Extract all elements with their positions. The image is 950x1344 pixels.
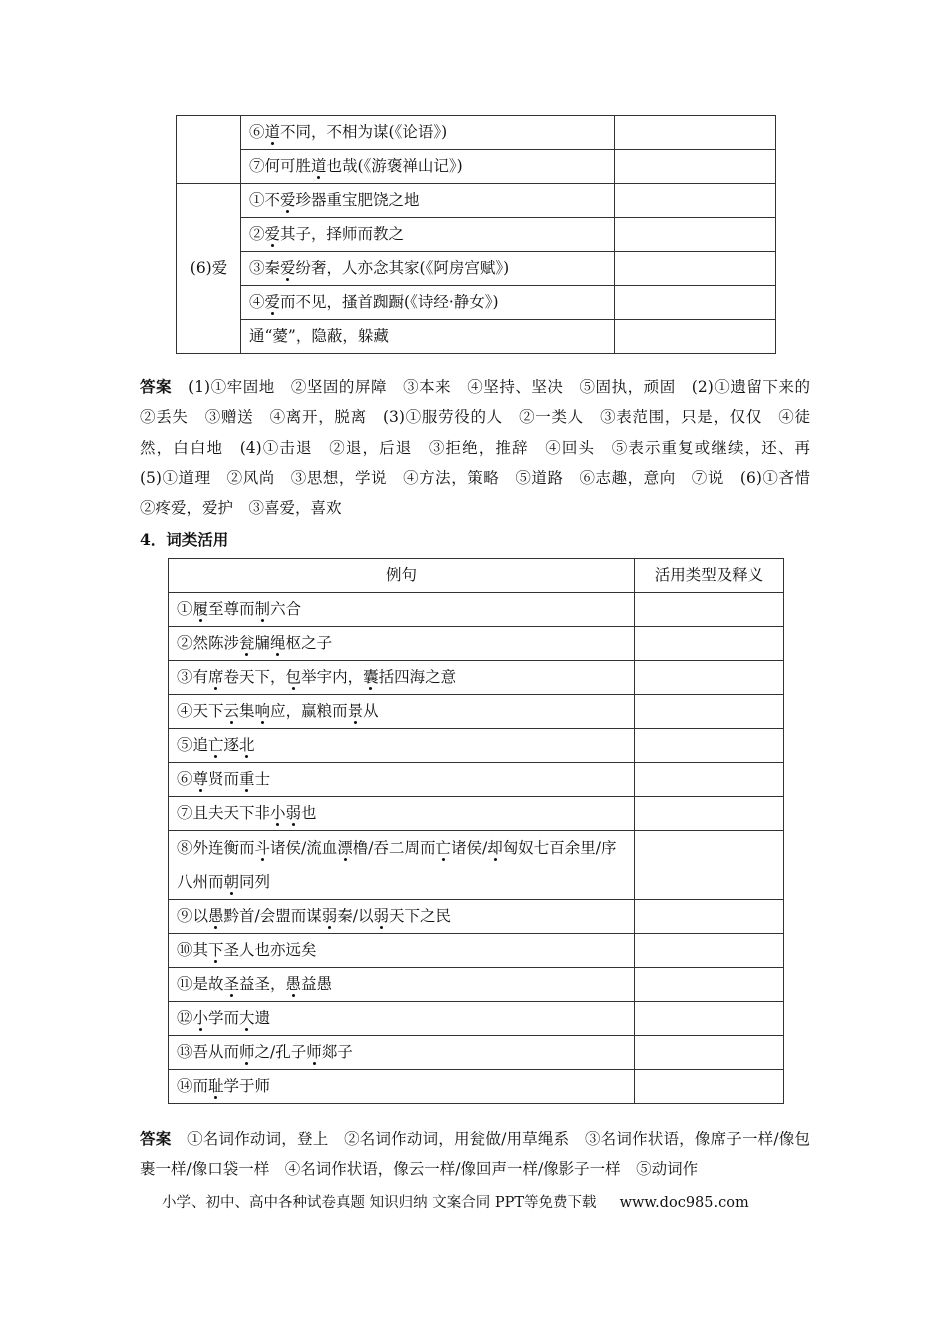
example-cell: ③秦爱纷奢，人亦念其家(《阿房宫赋》)	[241, 252, 615, 286]
answer-cell	[615, 286, 776, 320]
answer-cell	[635, 1036, 784, 1070]
answer-cell	[635, 1070, 784, 1104]
answer-text: ①名词作动词，登上 ②名词作动词，用瓮做/用草绳系 ③名词作状语，像席子一样/像包裹一样/像口袋一样 ④名词作状语，像云一样/像回声一样/像影子一样 ⑤动词作	[140, 1130, 810, 1179]
header-type: 活用类型及释义	[635, 559, 784, 593]
answer-cell	[615, 252, 776, 286]
example-cell: ④天下云集响应，赢粮而景从	[169, 695, 635, 729]
example-cell: ⑩其下圣人也亦远矣	[169, 934, 635, 968]
table-row	[177, 286, 776, 320]
example-cell: ④爱而不见，搔首踟蹰(《诗经·静女》)	[241, 286, 615, 320]
table-row	[169, 968, 784, 1002]
answer-cell	[635, 661, 784, 695]
example-cell: ⑬吾从而师之/孔子师郯子	[169, 1036, 635, 1070]
answer-cell	[635, 627, 784, 661]
example-cell: ①不爱珍器重宝肥饶之地	[241, 184, 615, 218]
table-row	[169, 934, 784, 968]
table-row	[169, 831, 784, 900]
group-label-ai: (6)爱	[177, 184, 241, 354]
answer-cell	[615, 150, 776, 184]
answer-label: 答案	[140, 1129, 172, 1148]
table-row	[169, 695, 784, 729]
answer-cell	[615, 218, 776, 252]
header-example: 例句	[169, 559, 635, 593]
table-row	[169, 627, 784, 661]
example-cell: ⑭而耻学于师	[169, 1070, 635, 1104]
table-row	[169, 900, 784, 934]
answer-cell	[635, 797, 784, 831]
table-row	[169, 729, 784, 763]
group-cell-continued	[177, 116, 241, 184]
answer-cell	[635, 900, 784, 934]
example-cell: ①履至尊而制六合	[169, 593, 635, 627]
example-cell: 通“薆”，隐蔽，躲藏	[241, 320, 615, 354]
example-cell: ⑧外连衡而斗诸侯/流血漂橹/吞二周而亡诸侯/却匈奴七百余里/序八州而朝同列	[169, 831, 635, 900]
footer	[162, 1191, 749, 1212]
example-cell: ⑤追亡逐北	[169, 729, 635, 763]
answer-cell	[635, 729, 784, 763]
example-cell: ⑫小学而大遗	[169, 1002, 635, 1036]
part-of-speech-table	[168, 558, 784, 1104]
example-cell: ⑪是故圣益圣，愚益愚	[169, 968, 635, 1002]
table-row	[169, 797, 784, 831]
table-row	[169, 1002, 784, 1036]
table-row	[177, 150, 776, 184]
example-cell: ②爱其子，择师而教之	[241, 218, 615, 252]
table-row	[177, 252, 776, 286]
footer-text: 小学、初中、高中各种试卷真题 知识归纳 文案合同 PPT等免费下载	[162, 1195, 597, 1211]
example-cell: ③有席卷天下，包举宇内，囊括四海之意	[169, 661, 635, 695]
answer-cell	[635, 763, 784, 797]
table-row	[169, 763, 784, 797]
table-row	[169, 661, 784, 695]
table-row	[169, 1036, 784, 1070]
example-cell: ⑥道不同，不相为谋(《论语》)	[241, 116, 615, 150]
answer-cell	[615, 116, 776, 150]
table-header-row	[169, 559, 784, 593]
table-row	[177, 218, 776, 252]
answer-text: (1)①牢固地 ②坚固的屏障 ③本来 ④坚持、坚决 ⑤固执，顽固 (2)①遗留下来的 ②丢失 ③赠送 ④离开，脱离 (3)①服劳役的人 ②一类人 ③表范围，只是，仅仅 ④徒然，白白地 (4)①击退 ②退，后退 ③拒绝，推辞 ④回头 ⑤表示重复或继续，还、再 (5)①道理 ②风尚 ③思想，学说 ④方法，策略 ⑤道路 ⑥志趣，意向 ⑦说 (6)①吝惜 ②疼爱，爱护 ③喜爱，喜欢	[140, 378, 826, 518]
answer-cell	[635, 831, 784, 900]
table-row	[169, 593, 784, 627]
answer-cell	[635, 695, 784, 729]
answer-paragraph-1	[140, 372, 826, 523]
answer-cell	[635, 968, 784, 1002]
example-cell: ②然陈涉瓮牖绳枢之子	[169, 627, 635, 661]
answer-label: 答案	[140, 377, 173, 396]
table-row	[177, 320, 776, 354]
example-cell: ⑥尊贤而重士	[169, 763, 635, 797]
example-cell: ⑨以愚黔首/会盟而谋弱秦/以弱天下之民	[169, 900, 635, 934]
table-row	[177, 184, 776, 218]
answer-cell	[635, 1002, 784, 1036]
word-meaning-table	[176, 115, 776, 354]
answer-paragraph-2	[140, 1124, 810, 1185]
answer-cell	[615, 184, 776, 218]
answer-cell	[635, 593, 784, 627]
answer-cell	[615, 320, 776, 354]
example-cell: ⑦何可胜道也哉(《游褒禅山记》)	[241, 150, 615, 184]
table-row	[177, 116, 776, 150]
footer-url[interactable]: www.doc985.com	[619, 1195, 749, 1211]
section-heading: 4．词类活用	[140, 530, 229, 549]
table-row	[169, 1070, 784, 1104]
example-cell: ⑦且夫天下非小弱也	[169, 797, 635, 831]
answer-cell	[635, 934, 784, 968]
